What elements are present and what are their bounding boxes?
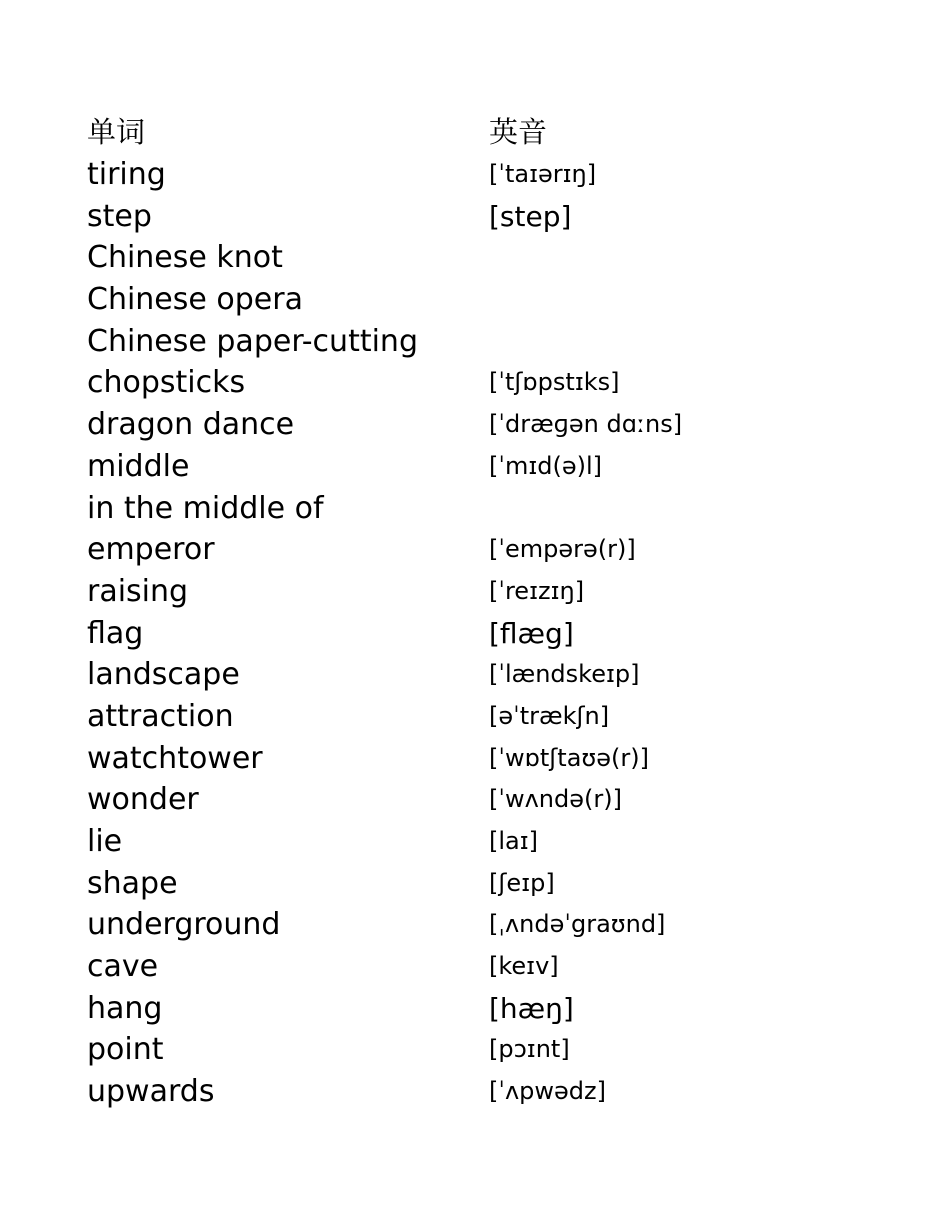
vocab-word: attraction [87,698,234,734]
vocab-phonetic: [hæŋ] [489,991,574,1025]
vocab-phonetic: [flæg] [489,616,574,650]
vocab-word: raising [87,573,189,609]
vocab-row [87,320,887,362]
word-column-header: 单词 [87,115,146,150]
vocab-word: cave [87,949,159,985]
vocab-phonetic: [ˈdræɡən dɑːns] [489,410,683,439]
vocab-row [87,154,887,196]
vocab-word: flag [87,615,144,651]
vocab-row [87,821,887,863]
vocab-word: Chinese opera [87,282,303,318]
vocab-phonetic: [ʃeɪp] [489,868,555,897]
vocab-phonetic: [step] [489,199,572,233]
vocab-phonetic: [ˈlændskeɪp] [489,660,640,689]
vocab-word: hang [87,990,163,1026]
vocab-phonetic: [ˈtʃɒpstɪks] [489,368,620,397]
vocab-row [87,1029,887,1071]
vocab-word: lie [87,824,123,860]
vocab-row [87,571,887,613]
vocab-phonetic: [laɪ] [489,827,539,856]
vocab-phonetic: [ˈwɒtʃtaʊə(r)] [489,743,649,772]
vocab-word: underground [87,907,281,943]
header-row [87,112,887,154]
vocab-word: in the middle of [87,490,324,526]
vocab-word: Chinese paper-cutting [87,323,418,359]
vocab-phonetic: [ˈwʌndə(r)] [489,785,622,814]
vocab-phonetic: [ˈʌpwədz] [489,1077,606,1106]
vocab-row [87,279,887,321]
vocab-word: dragon dance [87,407,295,443]
vocab-word: middle [87,448,190,484]
vocab-row [87,737,887,779]
vocab-word: shape [87,865,178,901]
vocab-word: chopsticks [87,365,246,401]
vocab-phonetic: [əˈtrækʃn] [489,701,610,730]
vocab-row [87,612,887,654]
vocab-phonetic: [ˈempərə(r)] [489,535,636,564]
vocabulary-rows [87,154,887,1113]
vocab-row [87,987,887,1029]
vocab-word: landscape [87,657,240,693]
vocab-word: point [87,1032,164,1068]
vocab-phonetic: [ˈreɪzɪŋ] [489,576,585,605]
vocab-phonetic: [ˈtaɪərɪŋ] [489,160,597,189]
vocabulary-table [87,112,887,1113]
vocab-phonetic: [ˈmɪd(ə)l] [489,451,603,480]
vocab-word: watchtower [87,740,263,776]
vocab-word: emperor [87,532,215,568]
vocab-row [87,487,887,529]
vocab-phonetic: [pɔɪnt] [489,1035,570,1064]
vocab-row [87,696,887,738]
vocab-word: upwards [87,1074,215,1110]
vocab-word: step [87,198,152,234]
vocab-row [87,779,887,821]
vocab-row [87,446,887,488]
phonetic-column-header: 英音 [489,115,548,150]
vocab-word: wonder [87,782,199,818]
vocab-row [87,862,887,904]
vocab-row [87,1071,887,1113]
vocab-row [87,237,887,279]
vocab-row [87,946,887,988]
vocab-row [87,654,887,696]
vocab-row [87,362,887,404]
vocab-word: tiring [87,157,166,193]
vocab-row [87,904,887,946]
vocab-row [87,529,887,571]
vocab-phonetic: [ˌʌndəˈgraʊnd] [489,910,666,939]
vocab-phonetic: [keɪv] [489,952,559,981]
vocab-row [87,404,887,446]
vocab-word: Chinese knot [87,240,283,276]
vocab-row [87,195,887,237]
